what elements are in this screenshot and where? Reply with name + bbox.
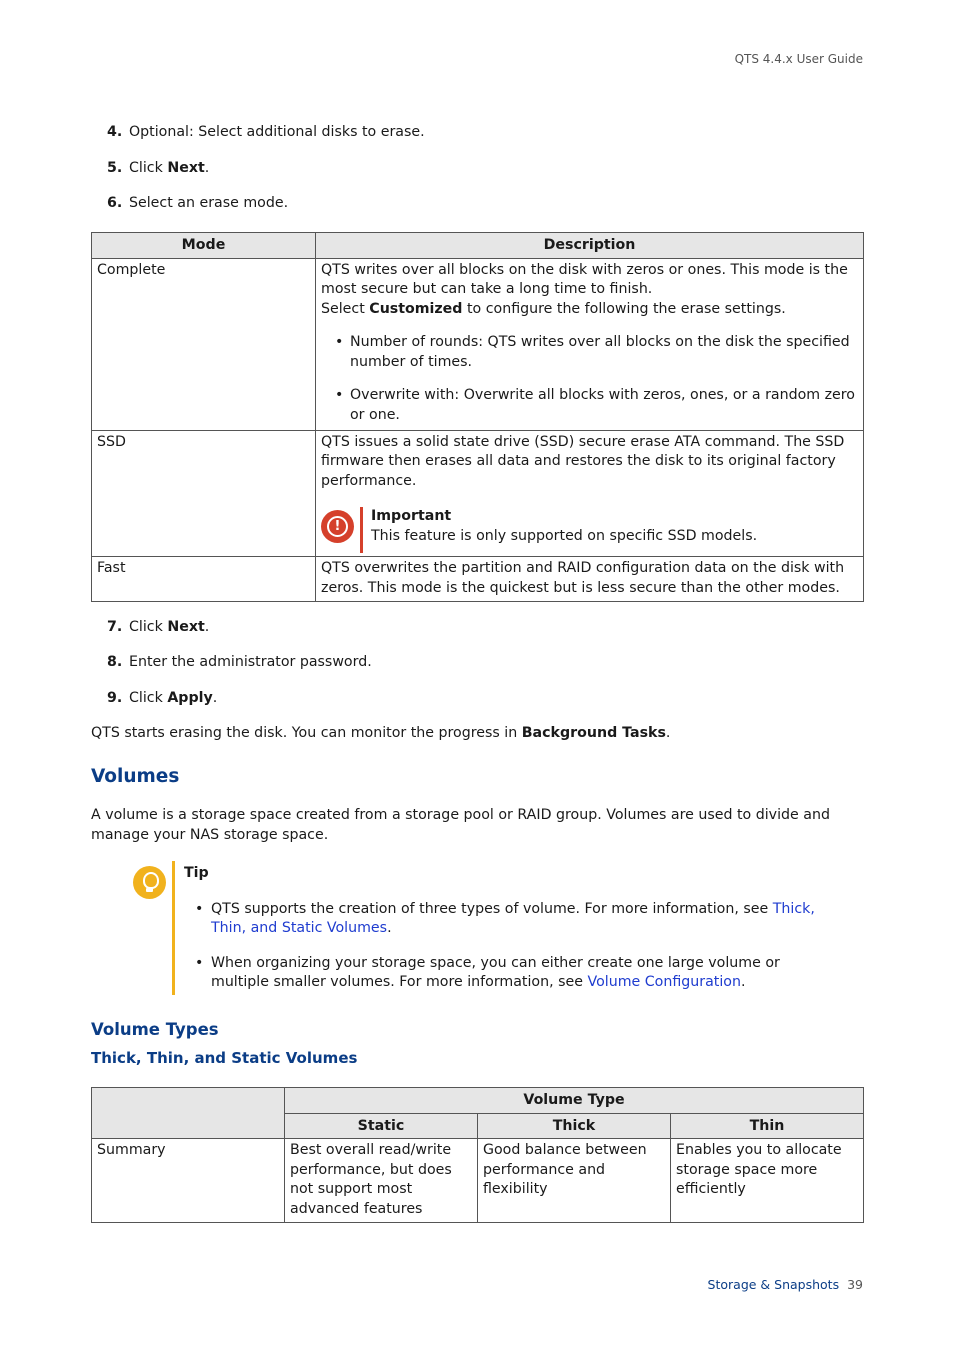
row-label: Summary	[92, 1139, 285, 1223]
column-header-thin: Thin	[671, 1113, 864, 1139]
table-row-ssd	[92, 430, 864, 557]
list-item: • Overwrite with: Overwrite all blocks with zeros, ones, or a random zero or one.	[321, 386, 858, 425]
text-segment: .	[665, 725, 671, 741]
mode-cell: SSD	[92, 430, 316, 557]
footer-section: Storage & Snapshots	[707, 1277, 840, 1292]
volume-type-table	[91, 1087, 864, 1223]
page-footer	[708, 1275, 863, 1295]
description-cell: QTS overwrites the partition and RAID configuration data on the disk with zeros. This mode is the quickest but is less secure than the other modes.	[316, 557, 864, 602]
result-paragraph	[91, 724, 670, 744]
description-cell	[316, 430, 864, 557]
step-ui-term: Next	[167, 619, 205, 635]
mode-cell: Fast	[92, 557, 316, 602]
ui-term: Background Tasks	[521, 725, 666, 741]
text-segment: .	[387, 920, 392, 936]
step-number: 7.	[107, 619, 123, 635]
column-header-description: Description	[316, 233, 864, 259]
text-segment: QTS starts erasing the disk. You can monitor the progress in	[91, 725, 522, 741]
step-number: 8.	[107, 654, 123, 670]
list-item	[184, 900, 824, 939]
section-heading-volumes: Volumes	[91, 766, 180, 787]
step-text-end: .	[204, 160, 210, 176]
tip-note	[184, 864, 824, 1008]
list-item: • Number of rounds: QTS writes over all blocks on the disk the specified number of times.	[321, 333, 858, 372]
step-6	[107, 194, 288, 214]
text-segment: When organizing your storage space, you can either create one large volume or multiple smaller volumes. For more information, see	[211, 954, 780, 990]
subsection-heading: Thick, Thin, and Static Volumes	[91, 1049, 358, 1067]
lightbulb-icon	[133, 866, 166, 899]
erase-mode-table	[91, 232, 864, 602]
empty-header-cell	[92, 1088, 285, 1139]
erase-settings-list	[321, 333, 858, 425]
table-row-complete	[92, 258, 864, 430]
important-text: This feature is only supported on specific SSD models.	[371, 527, 758, 544]
table-header-row	[92, 1088, 864, 1114]
step-4	[107, 123, 425, 143]
text-segment: Select	[321, 300, 370, 317]
step-text: Click	[129, 160, 168, 176]
important-icon: !	[321, 510, 354, 543]
link-volume-configuration[interactable]: Volume Configuration	[587, 974, 741, 990]
text-segment: .	[740, 974, 746, 990]
column-group-header: Volume Type	[285, 1088, 864, 1114]
text-segment: to configure the following the erase settings.	[462, 300, 786, 317]
step-7	[107, 618, 209, 638]
step-number: 4.	[107, 124, 123, 140]
description-text: QTS writes over all blocks on the disk with zeros or ones. This mode is the most secure but can take a long time to finish.	[321, 261, 848, 297]
step-number: 9.	[107, 690, 123, 706]
step-9	[107, 689, 217, 709]
description-cell	[316, 258, 864, 430]
link-thick-thin-static-volumes[interactable]: Thick, Thin, and Static Volumes	[211, 900, 815, 936]
step-number: 6.	[107, 195, 123, 211]
step-ui-term: Apply	[167, 690, 213, 706]
step-8	[107, 653, 372, 673]
important-divider	[360, 507, 363, 553]
important-note	[321, 507, 858, 553]
section-heading-volume-types: Volume Types	[91, 1020, 219, 1039]
step-text: Select an erase mode.	[129, 195, 289, 211]
tip-title: Tip	[184, 865, 209, 881]
mode-cell: Complete	[92, 258, 316, 430]
step-ui-term: Next	[167, 160, 205, 176]
step-text-end: .	[204, 619, 210, 635]
table-row-summary	[92, 1139, 864, 1223]
cell-thin: Enables you to allocate storage space more efficiently	[671, 1139, 864, 1223]
table-header-row	[92, 233, 864, 259]
column-header-mode: Mode	[92, 233, 316, 259]
table-row-fast	[92, 557, 864, 602]
page-number: 39	[847, 1277, 863, 1292]
description-text: QTS issues a solid state drive (SSD) secure erase ATA command. The SSD firmware then erases all data and restores the disk to its original factory performance.	[321, 433, 845, 489]
column-header-static: Static	[285, 1113, 478, 1139]
step-number: 5.	[107, 160, 123, 176]
tip-list	[184, 900, 824, 993]
step-text: Click	[129, 690, 168, 706]
column-header-thick: Thick	[478, 1113, 671, 1139]
important-title: Important	[371, 508, 452, 524]
step-5	[107, 159, 209, 179]
step-text: Optional: Select additional disks to erase.	[129, 124, 425, 140]
text-segment: QTS supports the creation of three types of volume. For more information, see	[211, 900, 773, 917]
description-text-customized	[321, 300, 858, 320]
step-text-end: .	[212, 690, 218, 706]
cell-static: Best overall read/write performance, but does not support most advanced features	[285, 1139, 478, 1223]
tip-divider	[172, 861, 175, 995]
step-text: Click	[129, 619, 168, 635]
running-header: QTS 4.4.x User Guide	[734, 52, 863, 66]
step-text: Enter the administrator password.	[129, 654, 372, 670]
cell-thick: Good balance between performance and flexibility	[478, 1139, 671, 1223]
list-item	[184, 954, 824, 993]
ui-term: Customized	[369, 300, 463, 317]
volumes-intro: A volume is a storage space created from a storage pool or RAID group. Volumes are used to divide and manage your NAS storage space.	[91, 807, 830, 843]
